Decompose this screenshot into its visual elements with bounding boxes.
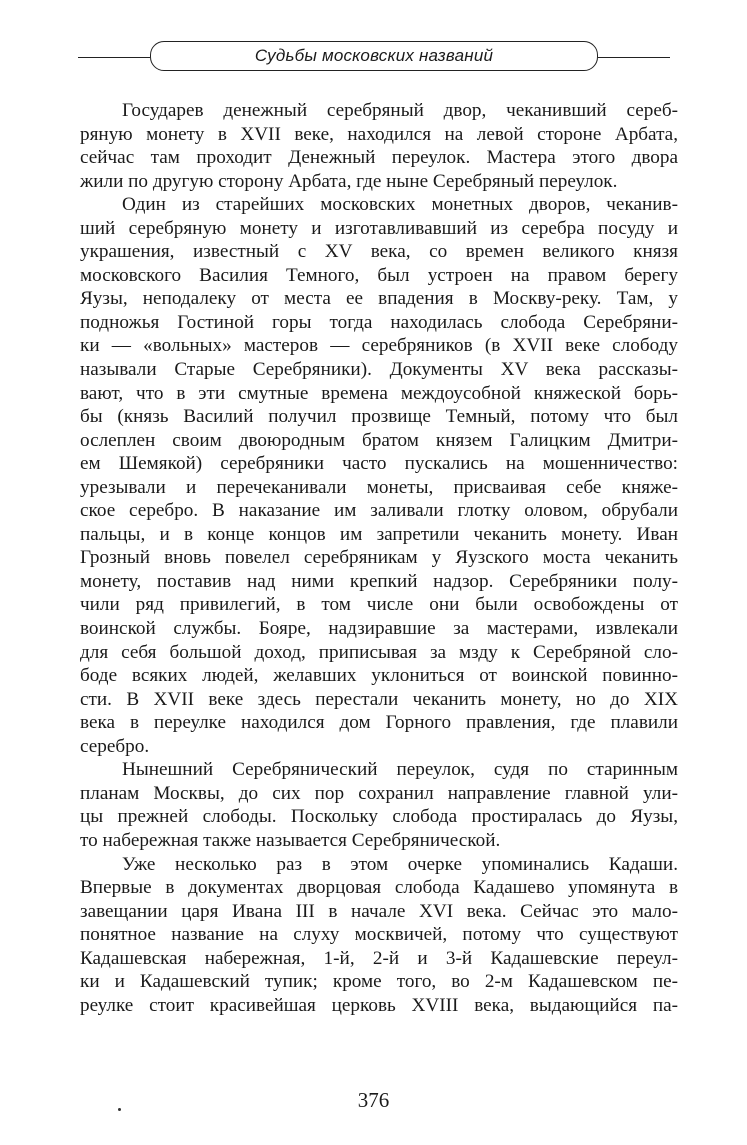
- running-header: [78, 40, 670, 74]
- header-rule-left: [78, 57, 150, 58]
- text-line: монету, поставив над ними крепкий надзор. Серебряники полу-: [80, 570, 678, 592]
- text-line: завещании царя Ивана III в начале XVI века. Сейчас это мало-: [80, 900, 678, 922]
- text-line: бы (князь Василий получил прозвище Темный, потому что был: [80, 406, 678, 428]
- text-line: цы прежней слободы. Поскольку слобода простиралась до Яузы,: [80, 806, 678, 828]
- text-line: вают, что в эти смутные времена междоусобной княжеской борь-: [80, 382, 678, 404]
- text-line: ем Шемякой) серебряники часто пускались на мошенничество:: [80, 453, 678, 475]
- text-line: боде всяких людей, желавших уклониться от воинской повинно-: [80, 665, 678, 687]
- page-number: 376: [357, 1088, 390, 1112]
- text-line: Нынешний Серебрянический переулок, судя по старинным: [122, 759, 678, 781]
- text-line: ское серебро. В наказание им заливали глотку оловом, обрубали: [80, 500, 678, 522]
- text-line: ряную монету в XVII веке, находился на левой стороне Арбата,: [80, 123, 678, 145]
- text-line: Уже несколько раз в этом очерке упоминались Кадаши.: [122, 853, 678, 875]
- text-line: ший серебряную монету и изготавливавший из серебра посуду и: [80, 217, 678, 239]
- text-line: века в переулке находился дом Горного правления, где плавили: [80, 712, 678, 734]
- text-line: планам Москвы, до сих пор сохранил направление главной ули-: [80, 782, 678, 804]
- text-line: урезывали и перечеканивали монеты, присваивая себе княже-: [80, 476, 678, 498]
- text-line: то набережная также называется Серебрянической.: [80, 829, 501, 851]
- header-frame: [150, 41, 598, 71]
- text-line: Грозный вновь повелел серебряникам у Яузского моста чеканить: [80, 547, 678, 569]
- text-line: подножья Гостиной горы тогда находилась слобода Серебряни-: [80, 311, 678, 333]
- text-line: для себя большой доход, приписывая за мзду к Серебряной сло-: [80, 641, 678, 663]
- text-line: ки — «вольных» мастеров — серебряников (в XVII веке слободу: [80, 335, 678, 357]
- text-line: московского Василия Темного, был устроен на правом берегу: [80, 264, 678, 286]
- text-line: жили по другую сторону Арбата, где ныне Серебряный переулок.: [80, 170, 618, 192]
- text-line: сти. В XVII веке здесь перестали чеканить монету, но до XIX: [80, 688, 678, 710]
- text-line: ки и Кадашевский тупик; кроме того, во 2-м Кадашевском пе-: [80, 971, 678, 993]
- text-line: называли Старые Серебряники). Документы XV века рассказы-: [80, 359, 678, 381]
- text-line: чили ряд привилегий, в том числе они были освобождены от: [80, 594, 678, 616]
- text-line: Один из старейших московских монетных дворов, чеканив-: [122, 194, 678, 216]
- text-line: реулке стоит красивейшая церковь XVIII века, выдающийся па-: [80, 994, 678, 1016]
- text-line: украшения, известный с XV века, со времен великого князя: [80, 241, 678, 263]
- text-line: Впервые в документах дворцовая слобода Кадашево упомянута в: [80, 877, 678, 899]
- text-line: серебро.: [80, 735, 150, 757]
- text-line: сейчас там проходит Денежный переулок. Мастера этого двора: [80, 147, 678, 169]
- body-text: [80, 99, 678, 1017]
- running-header-title: Судьбы московских названий: [254, 46, 494, 65]
- text-line: Государев денежный серебряный двор, чеканивший сереб-: [122, 100, 678, 121]
- text-line: воинской службы. Бояре, надзиравшие за мастерами, извлекали: [80, 618, 678, 640]
- text-line: Яузы, неподалеку от места ее впадения в Москву-реку. Там, у: [80, 288, 678, 310]
- text-line: ослеплен своим двоюродным братом князем Галицким Дмитри-: [80, 429, 678, 451]
- text-line: пальцы, и в конце концов им запретили чеканить монету. Иван: [80, 523, 678, 545]
- print-speck: [118, 1108, 121, 1111]
- text-line: Кадашевская набережная, 1-й, 2-й и 3-й Кадашевские переул-: [80, 947, 678, 969]
- header-rule-right: [598, 57, 670, 58]
- text-line: понятное название на слуху москвичей, потому что существуют: [80, 924, 678, 946]
